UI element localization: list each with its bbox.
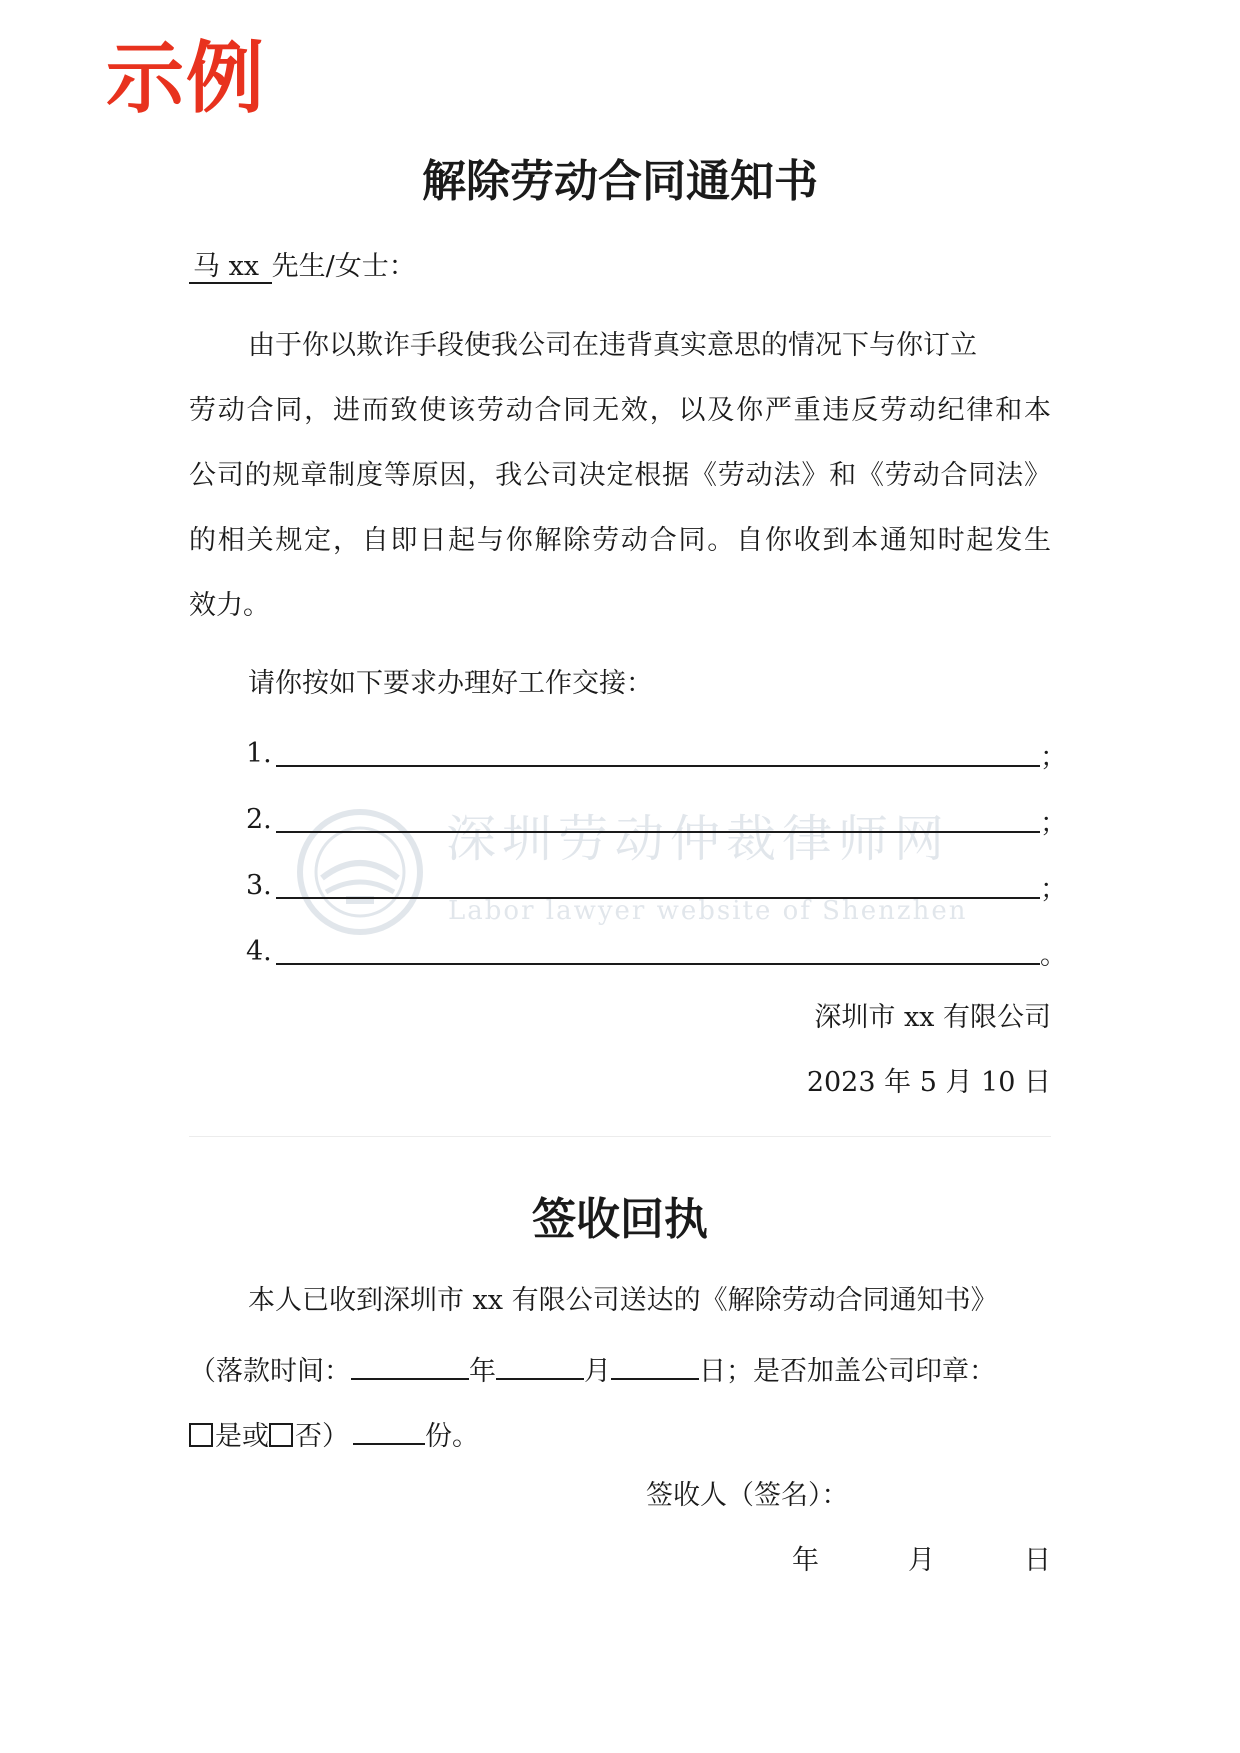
paragraph-line-2: 劳动合同，进而致使该劳动合同无效，以及你严重违反劳动纪律和本 bbox=[189, 395, 1051, 426]
blank-day bbox=[611, 1352, 699, 1380]
company-name: 深圳市 xx 有限公司 bbox=[814, 1002, 1051, 1033]
task-end-1: ； bbox=[1040, 742, 1067, 773]
receipt-year-label: 年 bbox=[469, 1356, 496, 1387]
notice-title: 解除劳动合同通知书 bbox=[422, 156, 818, 207]
task-fill-line-1 bbox=[276, 765, 1040, 767]
paragraph-line-3: 公司的规章制度等原因，我公司决定根据《劳动法》和《劳动合同法》 bbox=[189, 460, 1051, 491]
receipt-line-1: 本人已收到深圳市 xx 有限公司送达的《解除劳动合同通知书》 bbox=[248, 1285, 998, 1316]
receipt-month-label: 月 bbox=[584, 1356, 611, 1387]
section-divider bbox=[189, 1136, 1051, 1137]
blank-copies bbox=[353, 1417, 425, 1445]
receipt-title: 签收回执 bbox=[532, 1194, 708, 1245]
watermark-text-en: Labor lawyer website of Shenzhen bbox=[448, 896, 968, 926]
checkbox-no-label: 否） bbox=[295, 1421, 349, 1452]
receipt-line-2 bbox=[189, 1352, 996, 1385]
task-end-2: ； bbox=[1040, 808, 1067, 839]
watermark-text-cn: 深圳劳动仲裁律师网 bbox=[446, 810, 950, 868]
salutation-suffix: 先生/女士： bbox=[271, 251, 416, 282]
checkbox-yes[interactable] bbox=[189, 1423, 213, 1447]
blank-year bbox=[351, 1352, 469, 1380]
task-label-2: 2. bbox=[246, 804, 272, 835]
salutation-line bbox=[189, 253, 416, 280]
task-label-1: 1. bbox=[246, 738, 272, 769]
receipt-date-prefix: （落款时间： bbox=[189, 1356, 351, 1387]
sign-month-label: 月 bbox=[908, 1545, 935, 1576]
signer-label: 签收人（签名）： bbox=[646, 1480, 849, 1511]
task-fill-line-2 bbox=[276, 831, 1040, 833]
copies-label: 份。 bbox=[425, 1421, 479, 1452]
sign-year-label: 年 bbox=[792, 1545, 819, 1576]
task-label-3: 3. bbox=[246, 870, 272, 901]
task-fill-line-4 bbox=[276, 963, 1040, 965]
task-end-4: 。 bbox=[1040, 940, 1067, 971]
sign-day-label: 日 bbox=[1024, 1545, 1051, 1576]
paragraph-line-5: 效力。 bbox=[189, 590, 270, 621]
checkbox-no[interactable] bbox=[269, 1423, 293, 1447]
task-fill-line-3 bbox=[276, 897, 1040, 899]
receipt-line-3 bbox=[189, 1417, 479, 1450]
sample-stamp: 示例 bbox=[106, 34, 267, 124]
watermark-logo-icon bbox=[296, 808, 424, 936]
handover-intro: 请你按如下要求办理好工作交接： bbox=[248, 668, 653, 699]
watermark bbox=[296, 808, 968, 948]
task-end-3: ； bbox=[1040, 874, 1067, 905]
checkbox-yes-label: 是或 bbox=[215, 1421, 269, 1452]
receipt-date-suffix: 日；是否加盖公司印章： bbox=[699, 1356, 996, 1387]
task-label-4: 4. bbox=[246, 936, 272, 967]
notice-date: 2023 年 5 月 10 日 bbox=[806, 1067, 1051, 1098]
paragraph-line-4: 的相关规定，自即日起与你解除劳动合同。自你收到本通知时起发生 bbox=[189, 525, 1051, 556]
recipient-name: 马 xx bbox=[189, 251, 272, 284]
blank-month bbox=[496, 1352, 584, 1380]
paragraph-line-1: 由于你以欺诈手段使我公司在违背真实意思的情况下与你订立 bbox=[248, 330, 977, 361]
